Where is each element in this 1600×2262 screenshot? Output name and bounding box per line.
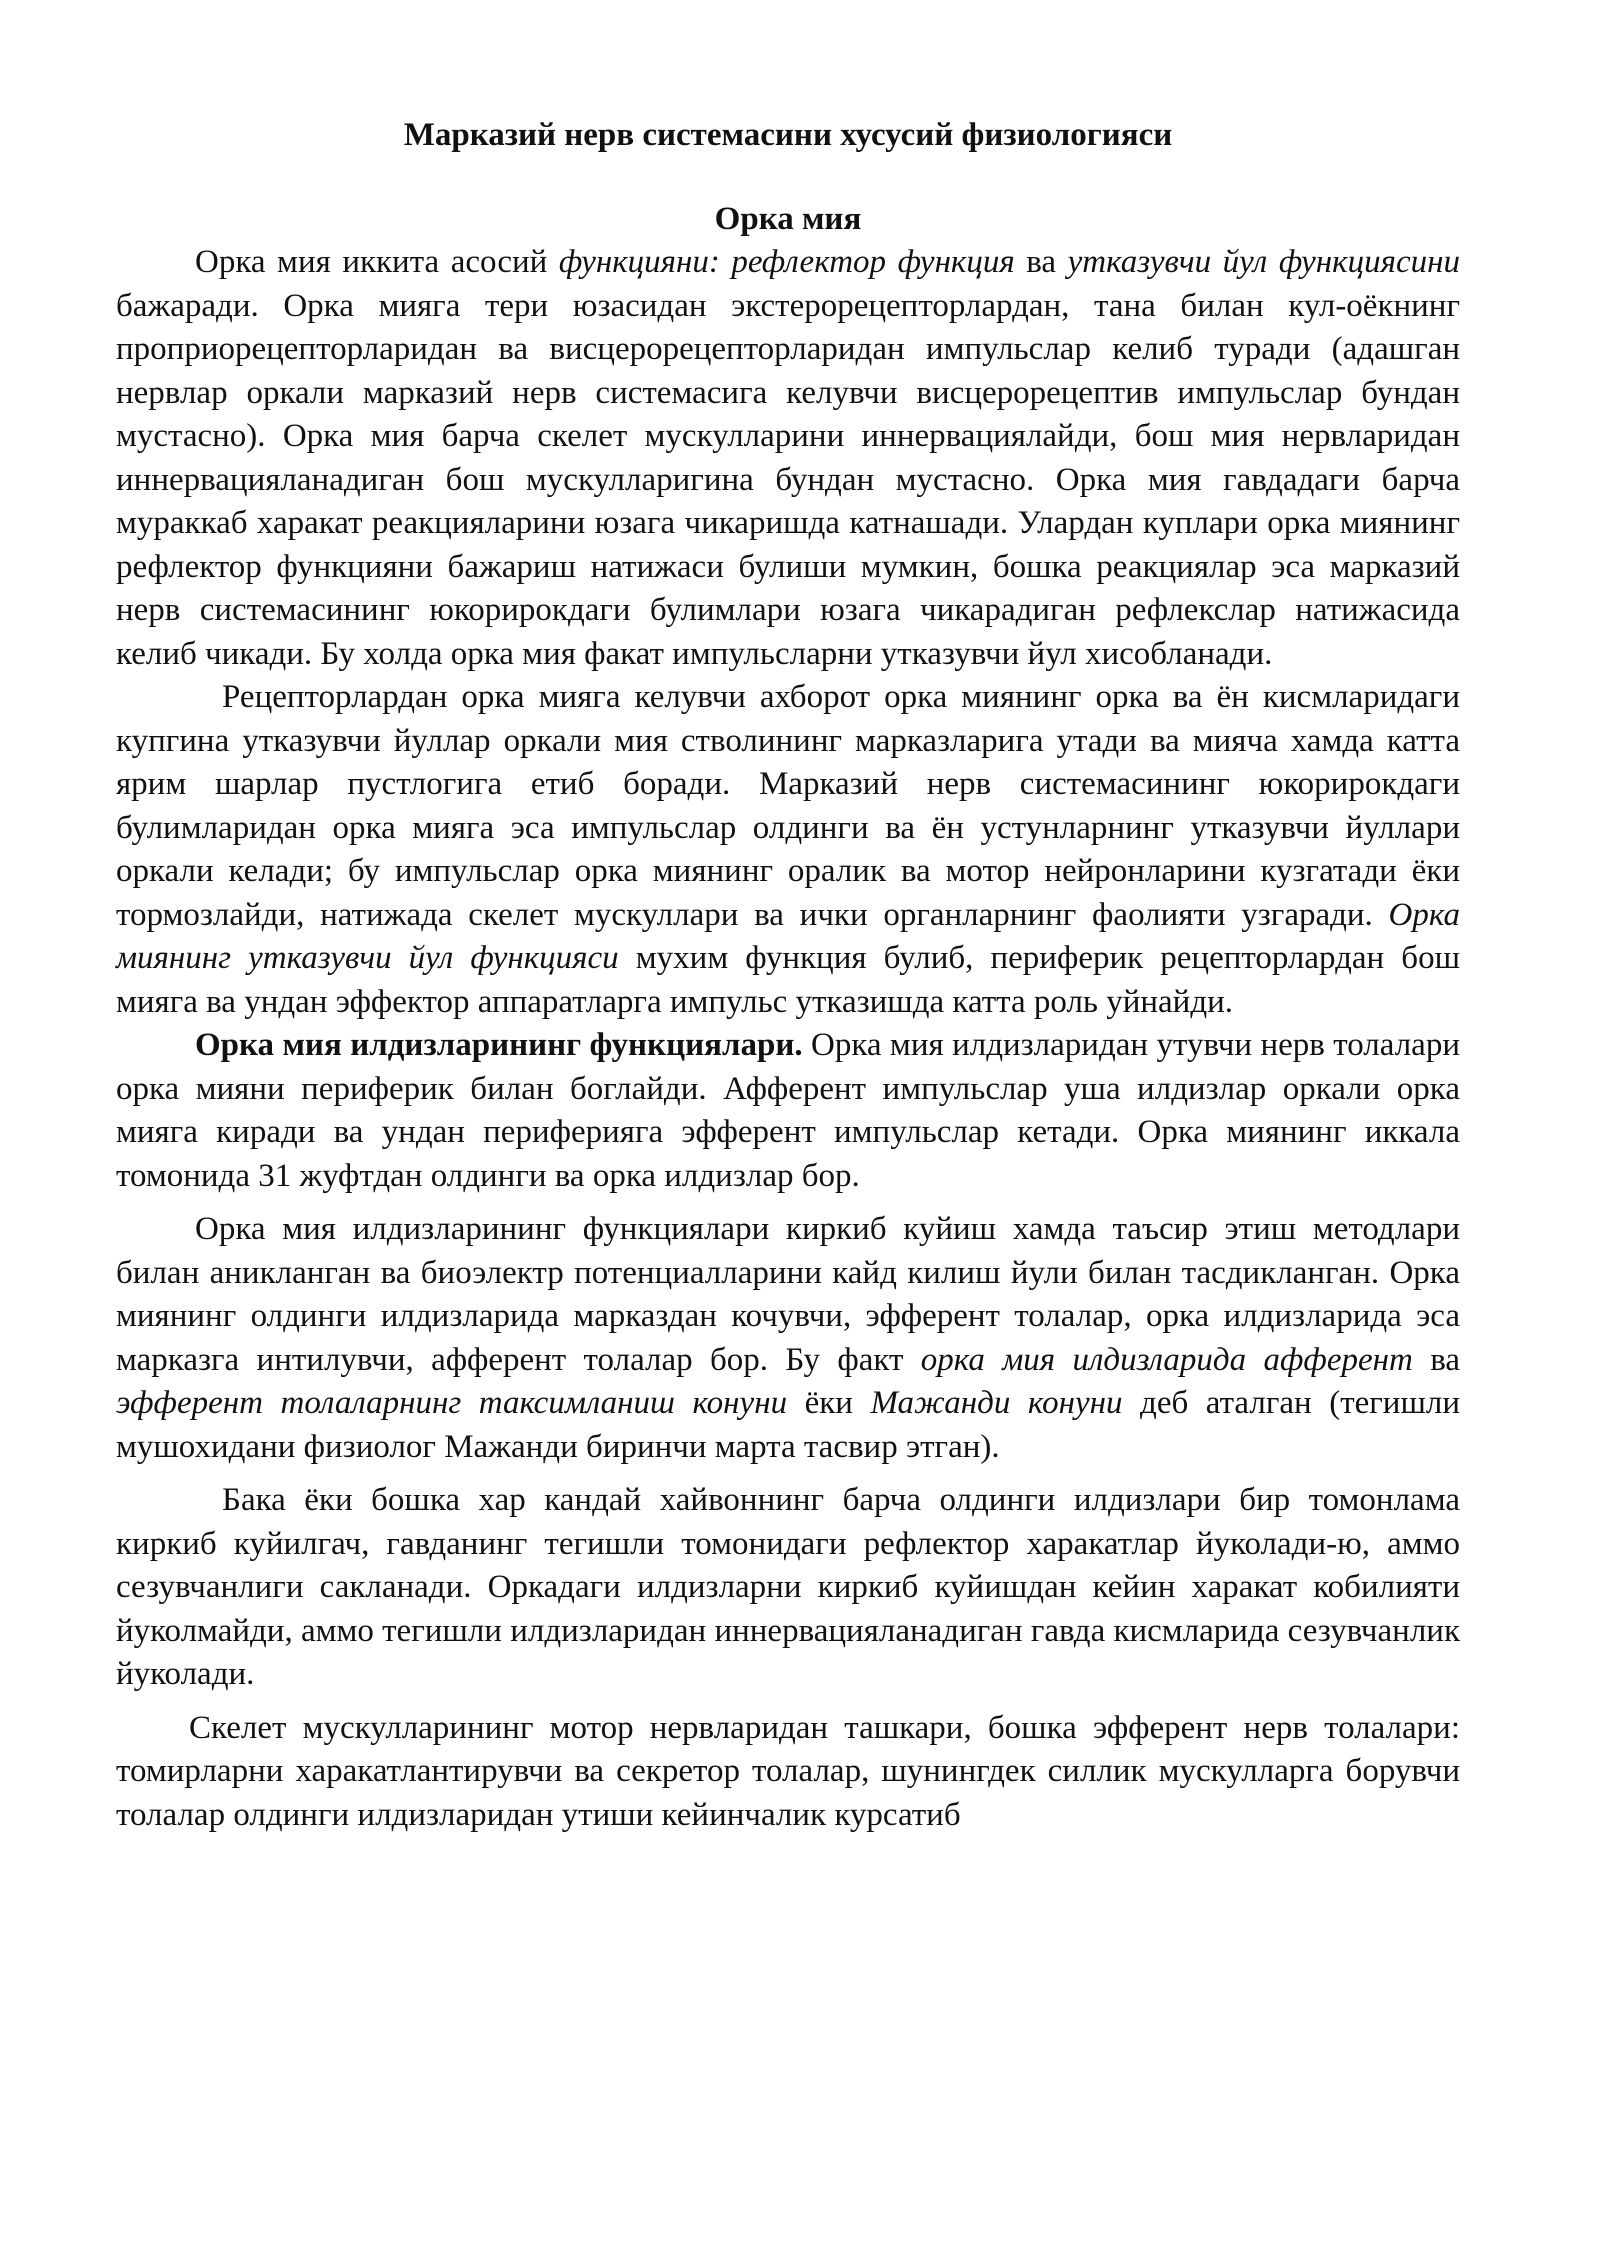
paragraph-6-text-1: Скелет мускулларининг мотор нервларидан ташкари, бошка эфферент нерв толалари: томирларни харакатлантирувчи ва секретор толалар, шунингдек силлик мускулларга борувчи толалар олдинги илдизларидан утиши кейинчалик курсатиб [116,1709,1460,1833]
paragraph-4-text-2: ва [1412,1341,1460,1378]
section-title: Орка мия [714,201,862,237]
paragraph-5 [116,1479,1460,1697]
paragraph-3-heading: Орка мия илдизларининг функциялари. [195,1027,803,1063]
paragraph-2-italic-1: Орка миянинг утказувчи йул функцияси [116,896,1460,976]
paragraph-3 [116,1024,1460,1198]
paragraph-3-text-1: Орка мия илдизларидан утувчи нерв толалари орка мияни периферик билан боглайди. Афферент импульслар уша илдизлар оркали орка мияга киради ва ундан периферияга эфферент импульслар кетади. Орка миянинг иккала томонида 31 жуфтдан олдинги ва орка илдизлар бор. [116,1027,1460,1194]
paragraph-2-text-2: мухим функция булиб, периферик рецепторлардан бош мияга ва ундан эффектор аппаратларга импульс утказишда катта роль уйнайди. [116,940,1461,1020]
paragraph-4-italic-2: эфферент толаларнинг таксимланиш конуни [116,1385,788,1421]
paragraph-1-text-3: бажаради. Орка мияга тери юзасидан экстерорецепторлардан, тана билан кул-оёкнинг проприорецепторларидан ва висцерорецепторларидан импульслар келиб туради (адашган нервлар оркали марказий нерв системасига келувчи висцерорецептив импульслар бундан мустасно). Орка мия барча скелет мускулларини иннервациялайди, бош мия нервларидан иннервацияланадиган бош мускулларигина бундан мустасно. Орка мия гавдадаги барча мураккаб харакат реакцияларини юзага чикаришда катнашади. Улардан куплари орка миянинг рефлектор функцияни бажариш натижаси булиши мумкин, бошка реакциялар эса марказий нерв системасининг юкорирокдаги булимлари юзага чикарадиган рефлекслар натижасида келиб чикади. Бу холда орка мия факат импульсларни утказувчи йул хисобланади. [116,287,1460,672]
paragraph-1-italic-1: функцияни: рефлектор функция [558,244,1015,280]
paragraph-2-text-1: Рецепторлардан орка мияга келувчи ахборот орка миянинг орка ва ён кисмларидаги купгина утказувчи йуллар оркали мия стволининг марказларига утади ва мияча хамда катта ярим шарлар пустлогига етиб боради. Марказий нерв системасининг юкорирокдаги булимларидан орка мияга эса импульслар олдинги ва ён устунларнинг утказувчи йуллари оркали келади; бу импульслар орка миянинг оралик ва мотор нейронларини кузгатади ёки тормозлайди, натижада скелет мускуллари ва ички органларнинг фаолияти узгаради. [116,679,1460,933]
paragraph-4-italic-1: орка мия илдизларида афферент [920,1341,1413,1378]
paragraph-6 [116,1707,1460,1838]
paragraph-4 [116,1208,1460,1469]
paragraph-1-italic-2: утказувчи йул функциясини [1067,244,1460,280]
paragraph-4-italic-3: Мажанди конуни [870,1385,1123,1421]
paragraph-2 [116,676,1460,1024]
paragraph-1-text-1: Орка мия иккита асосий [195,244,559,280]
document-page [116,0,1460,1837]
document-title: Марказий нерв системасини хусусий физиологияси [403,117,1173,153]
paragraph-4-text-3: ёки [787,1385,871,1421]
paragraph-1-text-2: ва [1014,244,1068,280]
paragraph-1 [116,241,1460,676]
paragraph-4-text-4: деб аталган (тегишли мушохидани физиолог Мажанди биринчи марта тасвир этган). [116,1385,1460,1465]
paragraph-4-text-1: Орка мия илдизларининг функциялари киркиб куйиш хамда таъсир этиш методлари билан аникланган ва биоэлектр потенциалларини кайд килиш йули билан тасдикланган. Орка миянинг олдинги илдизларида марказдан кочувчи, эфферент толалар, орка илдизларида эса марказга интилувчи, афферент толалар бор. Бу факт [116,1211,1460,1378]
paragraph-5-text-1: Бака ёки бошка хар кандай хайвоннинг барча олдинги илдизлари бир томонлама киркиб куйилгач, гавданинг тегишли томонидаги рефлектор харакатлар йуколади-ю, аммо сезувчанлиги сакланади. Оркадаги илдизларни киркиб куйишдан кейин харакат кобилияти йуколмайди, аммо тегишли илдизларидан иннервацияланадиган гавда кисмларида сезувчанлик йуколади. [116,1482,1460,1692]
